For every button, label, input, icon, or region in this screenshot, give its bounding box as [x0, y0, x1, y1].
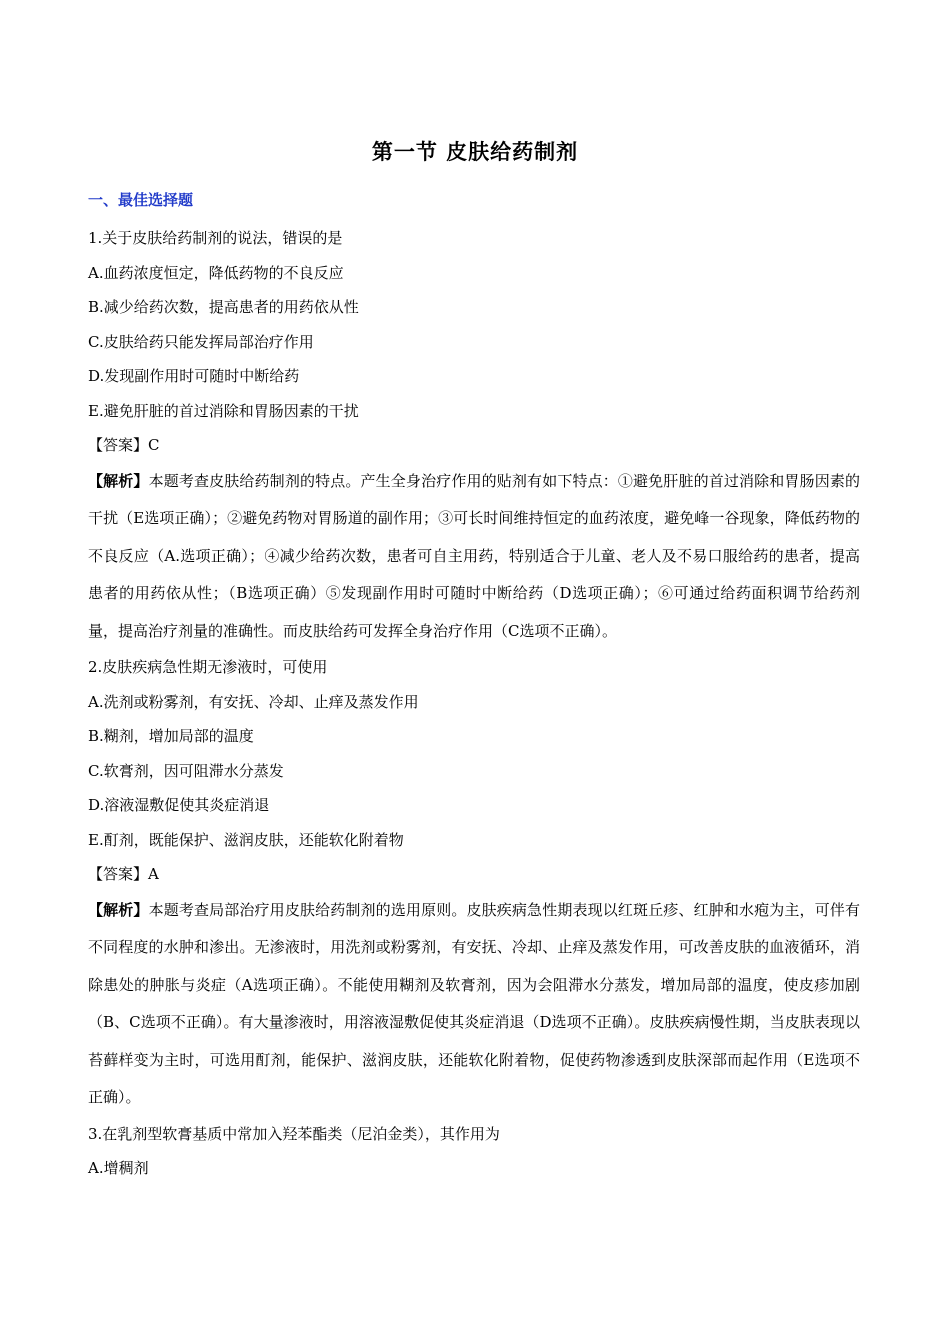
option-b: B.减少给药次数，提高患者的用药依从性 [88, 298, 359, 316]
answer-value: C [148, 436, 160, 454]
question-stem: 1.关于皮肤给药制剂的说法，错误的是 [88, 229, 343, 247]
option-b: B.糊剂，增加局部的温度 [88, 727, 254, 745]
option-d: D.溶液湿敷促使其炎症消退 [88, 796, 270, 814]
question-2 [88, 650, 860, 1117]
option-c: C.软膏剂，因可阻滞水分蒸发 [88, 761, 284, 780]
option-a: A.血药浓度恒定，降低药物的不良反应 [88, 263, 344, 282]
analysis-text: 本题考查局部治疗用皮肤给药制剂的选用原则。皮肤疾病急性期表现以红斑丘疹、红肿和水疱为主，可伴有不同程度的水肿和渗出。无渗液时，用洗剂或粉雾剂，有安抚、冷却、止痒及蒸发作用，可改善皮肤的血液循环，消除患处的肿胀与炎症（A选项正确）。不能使用糊剂及软膏剂，因为会阻滞水分蒸发，增加局部的温度，使皮疹加剧（B、C选项不正确）。有大量渗液时，用溶液湿敷促使其炎症消退（D选项不正确）。皮肤疾病慢性期，当皮肤表现以苔藓样变为主时，可选用酊剂，能保护、滋润皮肤，还能软化附着物，促使药物渗透到皮肤深部而起作用（E选项不正确）。 [88, 900, 860, 1106]
answer-line [88, 428, 860, 463]
question-3 [88, 1117, 860, 1186]
page-title: 第一节 皮肤给药制剂 [371, 140, 579, 164]
answer-value: A [148, 865, 159, 883]
analysis-label: 【解析】 [88, 471, 149, 490]
option-a: A.增稠剂 [88, 1159, 149, 1177]
question-list [88, 221, 860, 1186]
question-1 [88, 221, 860, 650]
analysis-paragraph [88, 463, 860, 651]
analysis-text: 本题考查皮肤给药制剂的特点。产生全身治疗作用的贴剂有如下特点：①避免肝脏的首过消除和胃肠因素的干扰（E选项正确）；②避免药物对胃肠道的副作用；③可长时间维持恒定的血药浓度，避免峰一谷现象，降低药物的不良反应（A.选项正确）；④减少给药次数，患者可自主用药，特别适合于儿童、老人及不易口服给药的患者，提高患者的用药依从性；（B选项正确）⑤发现副作用时可随时中断给药（D选项正确）；⑥可通过给药面积调节给药剂量，提高治疗剂量的准确性。而皮肤给药可发挥全身治疗作用（C选项不正确）。 [88, 471, 860, 640]
analysis-paragraph [88, 892, 860, 1117]
answer-label: 【答案】 [88, 865, 149, 883]
option-d: D.发现副作用时可随时中断给药 [88, 367, 300, 385]
answer-label: 【答案】 [88, 436, 149, 454]
option-e: E.酊剂，既能保护、滋润皮肤，还能软化附着物 [88, 830, 404, 849]
section-heading: 一、最佳选择题 [88, 191, 194, 209]
question-stem: 2.皮肤疾病急性期无渗液时，可使用 [88, 658, 328, 676]
option-c: C.皮肤给药只能发挥局部治疗作用 [88, 332, 314, 351]
analysis-label: 【解析】 [88, 900, 149, 919]
answer-line [88, 857, 860, 892]
option-e: E.避免肝脏的首过消除和胃肠因素的干扰 [88, 401, 359, 420]
question-stem: 3.在乳剂型软膏基质中常加入羟苯酯类（尼泊金类），其作用为 [88, 1124, 500, 1143]
option-a: A.洗剂或粉雾剂，有安抚、冷却、止痒及蒸发作用 [88, 692, 419, 711]
